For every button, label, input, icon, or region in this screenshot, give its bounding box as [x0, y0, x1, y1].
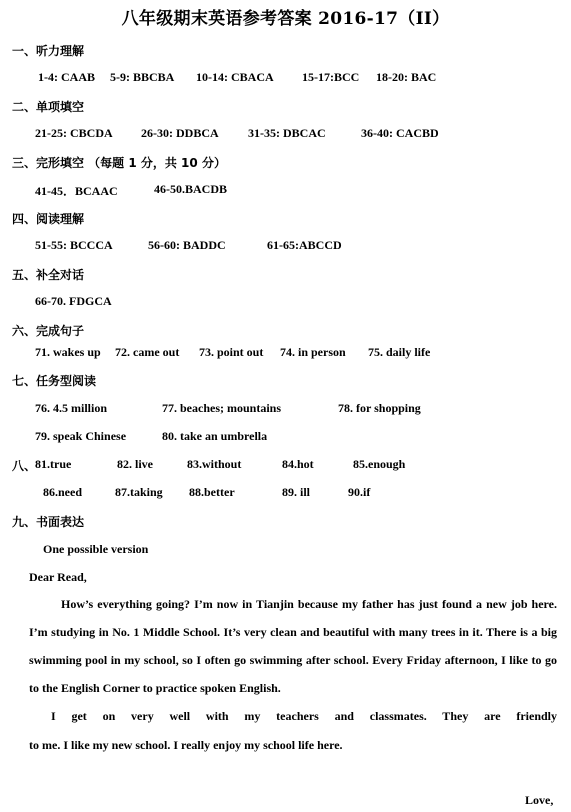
- answer-item: 84.hot: [282, 457, 314, 471]
- answer-item: 78. for shopping: [338, 401, 421, 415]
- section-heading-eight: 八、: [12, 459, 37, 473]
- answer-item: 21-25: CBCDA: [35, 126, 113, 140]
- essay-version-label: One possible version: [43, 542, 149, 556]
- answer-item: 31-35: DBCAC: [248, 126, 326, 140]
- answer-item: 89. ill: [282, 485, 311, 499]
- answer-item: 76. 4.5 million: [35, 401, 108, 415]
- answer-item: 81.true: [35, 457, 72, 471]
- section-heading-dialogue: 五、补全对话: [12, 268, 85, 282]
- section-heading-single-choice: 二、单项填空: [12, 100, 85, 114]
- answer-item: 73. point out: [199, 345, 264, 359]
- answer-item: 85.enough: [353, 457, 406, 471]
- answer-item: 90.if: [348, 485, 371, 499]
- answer-item: 80. take an umbrella: [162, 429, 268, 443]
- answer-item: 75. daily life: [368, 345, 431, 359]
- answer-item: 36-40: CACBD: [361, 126, 439, 140]
- answer-item: 18-20: BAC: [376, 70, 437, 84]
- answer-item: 61-65:ABCCD: [267, 238, 342, 252]
- section-heading-listening: 一、听力理解: [12, 44, 85, 58]
- answer-item: 46-50.BACDB: [154, 182, 228, 196]
- answer-item: 1-4: CAAB: [38, 70, 95, 84]
- section-heading-writing: 九、书面表达: [12, 515, 85, 529]
- answer-item: 51-55: BCCCA: [35, 238, 113, 252]
- section-heading-reading: 四、阅读理解: [12, 212, 85, 226]
- answer-item: 10-14: CBACA: [196, 70, 274, 84]
- section-heading-complete-sentences: 六、完成句子: [12, 324, 85, 338]
- section-heading-task-reading: 七、任务型阅读: [12, 374, 97, 388]
- answer-item: 88.better: [189, 485, 235, 499]
- answer-item: 79. speak Chinese: [35, 429, 127, 443]
- answer-item: 71. wakes up: [35, 345, 101, 359]
- answer-item: 77. beaches; mountains: [162, 401, 282, 415]
- essay-paragraph: How’s everything going? I’m now in Tianjin because my father has just found a new job here. I’m studying in No. 1 Middle School. It’s very clean and beautiful with many trees in it. There is a big swimming pool in my school, so I often go swimming after school. Every Friday afternoon, I like to go to the English Corner to practice spoken English.: [29, 597, 557, 695]
- answer-item: 15-17:BCC: [302, 70, 360, 84]
- answer-item: 87.taking: [115, 485, 163, 499]
- answer-item: 66-70. FDGCA: [35, 294, 112, 308]
- answer-item: 83.without: [187, 457, 242, 471]
- answer-item: 72. came out: [115, 345, 180, 359]
- answer-item: 74. in person: [280, 345, 346, 359]
- essay-greeting: Dear Read,: [29, 570, 87, 584]
- page-title: 八年级期末英语参考答案 2016-17（II）: [121, 9, 450, 29]
- answer-item: 56-60: BADDC: [148, 238, 226, 252]
- essay-closing: Love,: [525, 793, 554, 807]
- answer-item: 5-9: BBCBA: [110, 70, 175, 84]
- answer-item: 86.need: [43, 485, 82, 499]
- section-heading-cloze: 三、完形填空 （每题 1 分，共 10 分）: [12, 156, 226, 170]
- essay-paragraph-line: to me. I like my new school. I really enjoy my school life here.: [29, 738, 343, 752]
- essay-paragraph-line: I get on very well with my teachers and classmates. They are friendly: [51, 709, 557, 723]
- answer-item: 26-30: DDBCA: [141, 126, 219, 140]
- answer-item: 41-45．BCAAC: [35, 184, 118, 198]
- answer-item: 82. live: [117, 457, 153, 471]
